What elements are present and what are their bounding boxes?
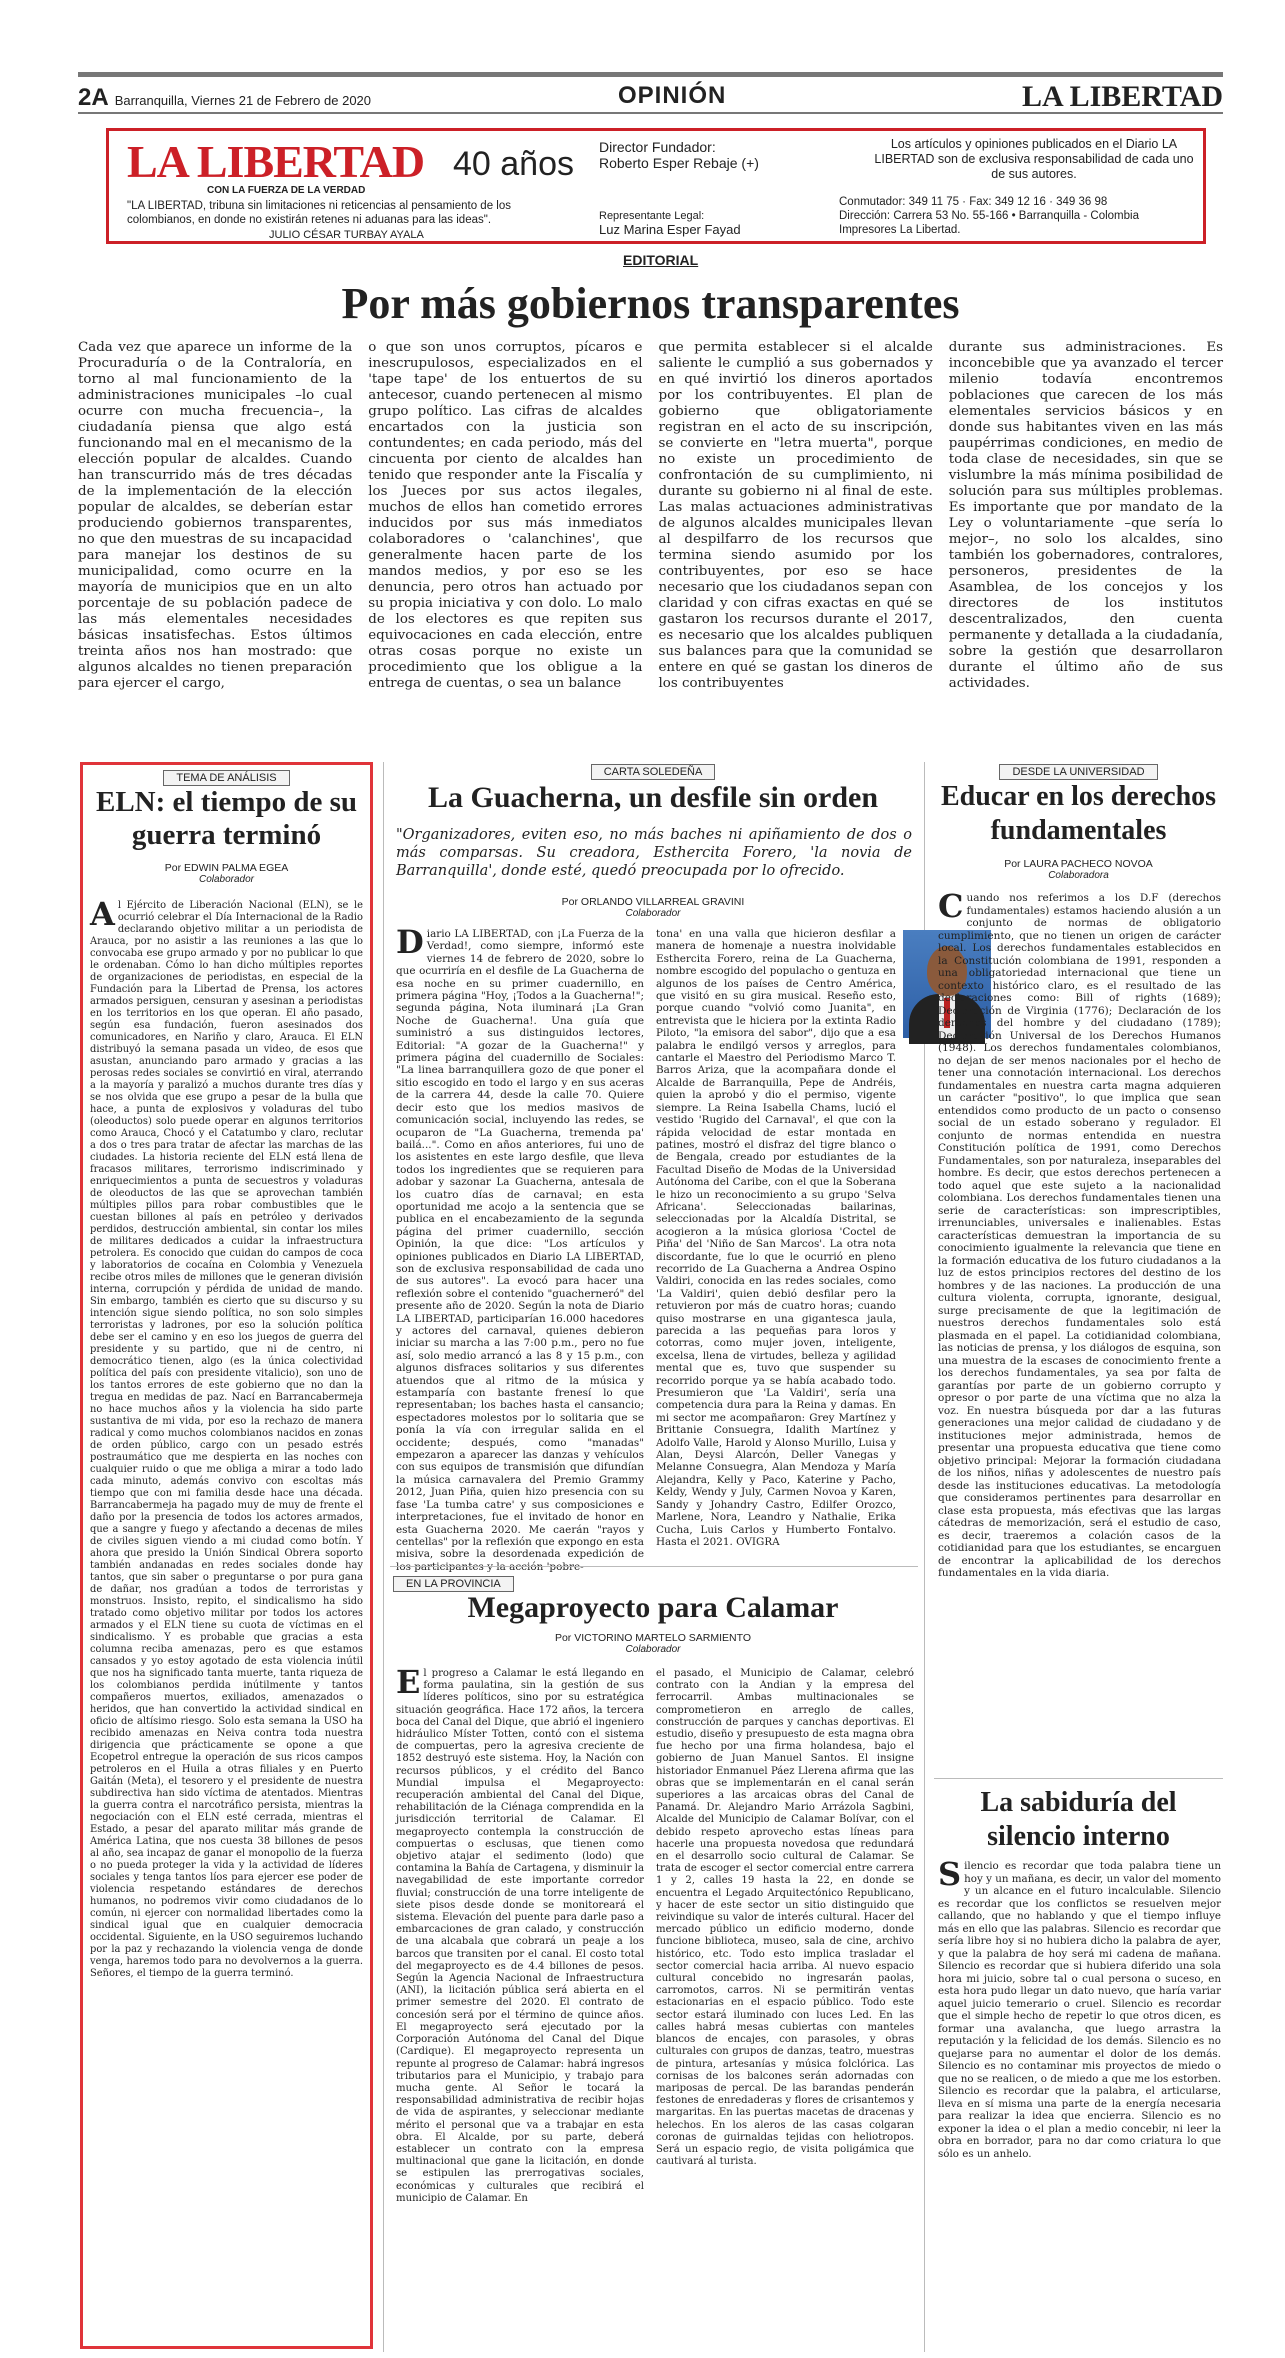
column-separator-left bbox=[383, 762, 384, 2352]
masthead-quote: "LA LIBERTAD, tribuna sin limitaciones ni reticencias al pensamiento de los colombianos, en donde no existirán retenes ni aduanas para las ideas". bbox=[127, 200, 511, 226]
derechos-tag: DESDE LA UNIVERSIDAD bbox=[999, 764, 1157, 780]
derechos-bottom-rule bbox=[934, 1778, 1223, 1779]
newspaper-page bbox=[78, 0, 1223, 2358]
silencio-dropcap: S bbox=[938, 1855, 962, 1893]
calamar-byline bbox=[393, 1632, 913, 1656]
calamar-author: Por VICTORINO MARTELO SARMIENTO bbox=[554, 1632, 752, 1644]
guacherna-bottom-rule bbox=[390, 1566, 918, 1567]
guacherna-title: La Guacherna, un desfile sin orden bbox=[427, 781, 879, 814]
eln-body bbox=[90, 895, 363, 2342]
legal-rep-block bbox=[599, 209, 829, 237]
dateline: Barranquilla, Viernes 21 de Febrero de 2020 bbox=[114, 93, 372, 108]
section-name: OPINIÓN bbox=[618, 82, 727, 109]
guacherna-role: Colaborador bbox=[625, 908, 681, 919]
brand-name: LA LIBERTAD bbox=[1022, 80, 1223, 113]
calamar-text-b: el pasado, el Municipio de Calamar, celebró contrato con la Andian y la empresa del ferrocarril. Ambas multinacionales se comprometieron en arreglo de calles, construcción de parques y canchas deportivas. El estudio, diseño y presupuesto de esta magna obra fue hecho por una firma holandesa, bajo el gobierno de Juan Manuel Santos. El insigne historiador Enmanuel Páez Llerena afirma que las obras que se implementarán en el canal serán superiores a las arcaicas obras del Canal de Panamá. Dr. Alejandro Mario Arrázola Sagbini, Alcalde del Municipio de Calamar Bolívar, con el debido respeto aprovecho estas líneas para hacerle una propuesta novedosa que redundará en el desarrollo socio cultural de Calamar. Se trata de escoger el sector comercial entre carrera 1 y 2, calles 19 hasta la 22, en donde se encuentra el Legado Arquitectónico Republicano, y hacer de este sector un sitio distinguido que reivindique su valor de interés cultural. Hacer del mercado público un edificio moderno, donde funcione biblioteca, museo, sala de cine, archivo histórico, etc. Todo esto implica trasladar el sector comercial hacia arriba. Al nuevo espacio cultural concebido no ingresarán paolas, carromotos, carros. Ni se permitirán ventas estacionarias en el espacio público. Todo este sector estará iluminado con luces Led. En las calles habrá mesas cubiertas con manteles blancos de encajes, con parasoles, y obras culturales con grupos de danzas, teatro, muestras de pintura, artesanías y música folclórica. Las cornisas de los balcones serán adornadas con mariposas de percal. De las barandas penderán festones de enredaderas y flores de crisantemos y margaritas. En las puertas macetas de dracenas y helechos. En los aleros de las casas colgaran coronas de guirnaldas tejidas con heliotropos. Será un espacio regio, de visita poligámica que cautivará al turista. bbox=[656, 1668, 914, 2168]
eln-tag-wrap bbox=[84, 766, 369, 786]
editorial-label: EDITORIAL bbox=[623, 252, 699, 268]
editorial-column-1: Cada vez que aparece un informe de la Procuraduría o de la Contraloría, en torno al mal funcionamiento de la administraciones municipales –lo cual ocurre con mucha frecuencia–, la ciudadanía piensa que algo está funcionando mal en el mecanismo de la elección popular de alcaldes. Cuando han transcurrido más de tres décadas de la implementación de la elección popular de alcaldes, se deberían estar produciendo gobiernos transparentes, no que den muestras de su incapacidad para manejar los destinos de su municipalidad, como ocurre en la mayoría de municipios que en un alto porcentaje de su población padece de las más elementales necesidades básicas insatisfechas. Estos últimos treinta años nos han mostrado: que algunos alcaldes no tienen preparación para ejercer el cargo, bbox=[78, 340, 353, 691]
editorial-title: Por más gobiernos transparentes bbox=[341, 279, 960, 328]
guacherna-tag: CARTA SOLEDEÑA bbox=[591, 764, 716, 780]
editorial-column-3: que permita establecer si el alcalde saliente le cumplió a sus gobernados y en qué invirtió los dineros aportados por los contribuyentes. El plan de gobierno que obligatoriamente registran en el acto de su inscripción, se convierte en "letra muerta", porque no existe un procedimiento de confrontación de su cumplimiento, ni durante su gobierno ni al final de este. Las malas actuaciones administrativas de algunos alcaldes municipales llevan al despilfarro de los recursos que termina siendo asumido por los contribuyentes, por eso se hace necesario que los ciudadanos sepan con claridad y con cifras exactas en qué se gastaron los recursos durante el 2017, es necesario que los alcaldes publiquen sus balances para que la comunidad se entere en qué se gastan los dineros de los contribuyentes bbox=[658, 340, 933, 691]
guacherna-body-col1 bbox=[396, 923, 644, 1573]
guacherna-text-a: iario LA LIBERTAD, con ¡La Fuerza de la Verdad!, como siempre, informó este viernes 14 de febrero de 2020, sobre lo que ocurriría en el desfile de La Guacherna de esa noche en su primer cuadernillo, en primera página "Hoy, ¡Todos a la Guacherna!"; segunda página, Nota iluminará ¡La Gran Noche de Guacherna!. Una guía que suministró a sus distinguidos lectores, Editorial: "A gozar de la Guacherna!" y primera página del cuadernillo de Sociales: "La linea barranquillera gozo de que poner el sitio escogido en todo el largo y en sus aceras de la carrera 44, desde la calle 70. Quiere decir esto que los medios masivos de comunicación social, incluyendo las redes, se ocuparon de "La Guacherna, tremenda pa' bailá...". Como en años anteriores, fui uno de los asistentes en este largo desfile, que lleva todos los ingredientes que se requieren para adobar y sazonar La Guacherna, antesala de los cuatro días de carnaval; en esta oportunidad me acojo a la sentencia que se publica en el encabezamiento de la segunda página del primer cuadernillo, sección Opinión, la que dice: "Los artículos y opiniones publicados en Diario LA LIBERTAD, son de exclusiva responsabilidad de cada uno de sus autores". La evocó para hacer una reflexión sobre el contenido "guacherneró" del presente año de 2020. Según la nota de Diario LA LIBERTAD, participarían 16.000 hacedores y actores del carnaval, quienes debieron iniciar su marcha a las 7:00 p.m., pero no fue así, solo medio arrancó a las 8 y 15 p.m., con algunos disfraces solitarios y sus diferentes atuendos que al ritmo de la música y estamparía con bastante frenesí lo que representaban; los baches hasta el cansancio; espectadores molestos por lo solitaria que se ponía la vía con irregular salida en el occidente; después, como "manadas" empezaron a aparecer las danzas y vehículos con sus equipos de transmisión que difundían la música carnavalera del Premio Grammy 2012, Juan Piña, quien hizo presencia con su fase 'La tumba catre' y sus composiciones e interpretaciones, fue el invitado de honor en esta Guacherna 2020. Me caerán "rayos y centellas" por la reflexión que expongo en esta misiva, sobre la desordenada expedición de los participantes y la acción 'pobre- bbox=[396, 928, 644, 1573]
guacherna-author: Por ORLANDO VILLARREAL GRAVINI bbox=[561, 896, 745, 908]
silencio-text: ilencio es recordar que toda palabra tiene un hoy y un mañana, es decir, un valor del momento y un alcance en el futuro incalculable. Silencio es recordar que los conflictos se resuelven mejor callando, que no hablando y que el tiempo influye más en ello que las palabras. Silencio es recordar que sería libre hoy si no hubiera dicho la palabra de ayer, y que la palabra de hoy será mi cadena de mañana. Silencio es recordar que si hubiera diferido una sola hora mi juicio, sobre tal o cual persona o suceso, en esta hora pudo llegar un dato nuevo, que haría variar aquel juicio temerario o cruel. Silencio es recordar que el simple hecho de repetir lo que otros dicen, es formar una avalancha, que luego arrastra la reputación y la felicidad de los demás. Silencio es no quejarse para no aumentar el dolor de los demás. Silencio es no contaminar mis proyectos de miedo o que no se realicen, o de miedo a que me los estorben. Silencio es recordar que la palabra, el articularse, lleva en sí misma una parte de la energía necesaria para realizar la idea que encierra. Silencio es no exponer la idea o el plan a medio concebir, ni leer la obra en borrador, para no dar como criatura lo que sólo es un anhelo. bbox=[938, 1860, 1221, 2160]
derechos-author: Por LAURA PACHECO NOVOA bbox=[1004, 858, 1153, 870]
calamar-tag: EN LA PROVINCIA bbox=[393, 1576, 514, 1592]
silencio-title: La sabiduría del silencio interno bbox=[980, 1787, 1177, 1852]
derechos-tag-wrap bbox=[934, 760, 1223, 780]
page-number: 2A bbox=[78, 84, 109, 111]
editorial-column-2: o que son unos corruptos, pícaros e inescrupulosos, especializados en el 'tape tape' de los entuertos de su antecesor, cuando pertenecen al mismo grupo político. Las cifras de alcaldes encartados con la justicia son contundentes; en cada periodo, más del cincuenta por ciento de alcaldes han tenido que responder ante la Fiscalía y los Jueces por sus actos ilegales, muchos de ellos han cometido errores inducidos por sus más inmediatos colaboradores o 'calanchines', que generalmente hacen parte de los mandos medios, y por eso se les denuncia, pero otros han actuado por su propia iniciativa y con dolo. Lo malo de los electores es que repiten sus equivocaciones en cada elección, entre otras cosas porque no existe un procedimiento que los obligue a la entrega de cuentas, o sea un balance bbox=[368, 340, 643, 691]
calamar-body-col2 bbox=[656, 1668, 914, 2348]
editorial-body bbox=[78, 340, 1223, 750]
masthead bbox=[106, 128, 1206, 244]
derechos-body bbox=[938, 887, 1221, 1772]
director-block bbox=[599, 139, 829, 171]
derechos-title: Educar en los derechos fundamentales bbox=[940, 781, 1217, 846]
eln-text: l Ejército de Liberación Nacional (ELN), se le ocurrió celebrar el Día Internacional de la Radio declarando objetivo militar a un periodista de Arauca, por no asistir a las reuniones a las que lo convocaba ese grupo armado y por no publicar lo que le ordenaban. Cómo lo han dicho múltiples reportes de organizaciones de periodistas, en especial de la Fundación para la Libertad de Prensa, los actores armados persiguen, censuran y asesinan a periodistas en los territorios en los que operan. El año pasado, según esa fundación, fueron asesinados dos comunicadores, en Nariño y claro, Arauca. El ELN distribuyó la semana pasada un video, de esos que asustan, anunciando paro armado y gracias a las perosas redes sociales se convirtió en viral, aterrando a la mayoría y paralizó a muchos durante tres días y se nos olvida que ese grupo a pesar de la bulla que hace, a punta de explosivos y voladuras del tubo (oleoductos) solo puede operar en algunos territorios como Arauca, Chocó y el Catatumbo y claro, reclutar a dos o tres para tratar de afectar las marchas de las ciudades. La historia reciente del ELN está llena de fracasos militares, terrorismo indiscriminado y enriquecimientos a punta de secuestros y voladuras de oleoductos de las que se aprovechan también múltiples pillos para robar combustibles que le cuestan billones al país en petróleo y derivados perdidos, destrucción ambiental, sin contar los miles de militares dedicados a cuidar la infraestructura petrolera. Es conocido que cuidan do campos de coca y laboratorios de cocaína en Colombia y Venezuela recibe otros miles de millones que le generan división interna, corrupción y pérdida de unidad de mando. Sin embargo, también es cierto que su discurso y su intención sigue siendo política, no son solo simples terroristas y ladrones, por eso la solución política debe ser el camino y en eso los juegos de guerra del presidente y su partido, que ni de centro, ni democrático tienen, algo (es la única colectividad política del país con presidente vitalicio), son uno de los tantos errores de este gobierno que no dan la tregua en medidas de paz. Nací en Barrancabermeja no hace muchos años y la violencia ha sido parte sustantiva de mi vida, por eso la rechazo de manera radical y como muchos colombianos nacidos en zonas de orden público, cargo con un pesado estrés postraumático que me despierta en las noches con cualquier ruido o que me obliga a mirar a todo lado cada minuto, además convivo con escoltas más tiempo que con mi familia desde hace una década. Barrancabermeja ha pagado muy de muy de frente el daño por la presencia de todos los actores armados, que a sangre y fuego y afectando a decenas de miles de civiles siguen viendo a mi ciudad como botín. Y ahora que presido la Unión Sindical Obrera soporto también andanadas en redes sociales donde hay tantos, que sin saber o preguntarse o por pura gana de dañar, nos gradúan a todos de terroristas y monstruos. Insisto, repito, el sindicalismo ha sido tratado como objetivo militar por todos los actores armados y el ELN tiene su cuota de víctimas en el sindicalismo. Y es probable que gracias a esta columna reciba amenazas, pero es que estamos cansados y yo estoy agotado de esta violencia inútil que nos ha significado tanta muerte, tanta riqueza de los colombianos perdida inútilmente y tantos compañeros muertos, exiliados, amenazados o heridos, que han convertido la actividad sindical en oficio de altísimo riesgo. Solo esta semana la USO ha recibido amenazas en Neiva contra toda nuestra dirigencia que prácticamente se opone a que Ecopetrol entregue la operación de sus ricos campos petroleros en el Huila a otras filiales y en Puerto Gaitán (Meta), el tesorero y el presidente de nuestra subdirectiva han sido víctima de atentados. Mientras la guerra contra el narcotráfico persista, mientras la negociación con el ELN esté cerrada, mientras el Estado, a pesar del aparato militar más grande de América Latina, que nos cuesta 38 billones de pesos al año, sea incapaz de ganar el monopolio de la fuerza o no pueda proteger la vida y la actividad de líderes sociales y tenga tantos líos para ejercer ese poder de violencia respetando estándares de derechos humanos, no podremos vivir como ciudadanos de lo común, ni ejercer con normalidad libertades como la sindical igual que en cualquier democracia occidental. Siguiente, en la USO seguiremos luchando por la paz y rechazando la violencia venga de donde venga, haremos todo para no devolvernos a la guerra. Señores, el tiempo de la guerra terminó. bbox=[90, 900, 363, 1979]
top-rule bbox=[78, 72, 1223, 77]
masthead-quote-author: JULIO CÉSAR TURBAY AYALA bbox=[269, 229, 424, 241]
eln-dropcap: A bbox=[90, 895, 115, 933]
guacherna-byline bbox=[393, 896, 913, 920]
disclaimer-note: Los artículos y opiniones publicados en el Diario LA LIBERTAD son de exclusiva responsabilidad de cada uno de sus autores. bbox=[874, 137, 1194, 181]
calamar-body-col1 bbox=[396, 1663, 644, 2348]
masthead-tagline: CON LA FUERZA DE LA VERDAD bbox=[207, 185, 366, 196]
derechos-role: Colaboradora bbox=[1048, 870, 1109, 881]
calamar-text-a: l progreso a Calamar le está llegando en forma paulatina, sin la gestión de sus líderes políticos, sino por su estratégica situación geográfica. Hace 172 años, la tercera boca del Canal del Dique, que abrió el ingeniero hidráulico Míster Totten, contó con el sistema de compuertas, pero la agresiva creciente de 1852 destruyó este sistema. Hoy, la Nación con recursos públicos, y el crédito del Banco Mundial impulsa el Megaproyecto: recuperación ambiental del Canal del Dique, rehabilitación de la Ciénaga comprendida en la jurisdicción territorial de Calamar. El megaproyecto contempla la construcción de compuertas o esclusas, que tienen como objetivo atajar el sedimento (lodo) que contamina la Bahía de Cartagena, y disminuir la navegabilidad de este importante corredor fluvial; construcción de una torre inteligente de siete pisos desde donde se monitoreará el sistema. Elevación del puente para darle paso a embarcaciones de gran calado, y construcción de una alcabala que cobrará un peaje a los barcos que transiten por el canal. El costo total del megaproyecto es de 4.4 billones de pesos. Según la Agencia Nacional de Infraestructura (ANI), la licitación pública será abierta en el primer semestre del 2020. El contrato de concesión será por el término de quince años. El megaproyecto será ejecutado por la Corporación Autónoma del Canal del Dique (Cardique). El megaproyecto representa un repunte al progreso de Calamar: habrá ingresos tributarios para el Municipio, y trabajo para mucha gente. Al Señor le tocará la responsabilidad administrativa de recibir hojas de vida de aspirantes, y seleccionar mediante mérito el personal que va a trabajar en esta obra. El Alcalde, por su parte, deberá establecer un contrato con la empresa multinacional que gane la licitación, en donde se estipulen las prerrogativas sociales, económicas y culturales que recibirá el municipio de Calamar. En bbox=[396, 1668, 644, 2204]
guacherna-body-col2 bbox=[656, 928, 896, 1558]
director-name: Roberto Esper Rebaje (+) bbox=[599, 155, 759, 171]
calamar-tag-wrap bbox=[393, 1572, 593, 1592]
printer-line: Impresores La Libertad. bbox=[839, 224, 961, 236]
guacherna-tag-wrap bbox=[393, 760, 913, 780]
calamar-title: Megaproyecto para Calamar bbox=[467, 1591, 839, 1624]
derechos-text: uando nos referimos a los D.F (derechos fundamentales) estamos haciendo alusión a un conjunto de normas de obligatorio cumplimiento, que no tienen un origen de carácter local. Los derechos fundamentales establecidos en la Constitución colombiana de 1991, responden a una obligatoriedad internacional que tiene un contexto histórico claro, es el resultado de las declaraciones como: Bill of rights (1689); Declaración de Virginia (1776); Declaración de los derechos del hombre y del ciudadano (1789); Declaración Universal de los Derechos Humanos (1948). Los derechos fundamentales colombianos, no dejan de ser menos nacionales por el hecho de tener una connotación internacional. Los derechos fundamentales en nuestra carta magna adquieren un carácter "positivo", lo que implica que sean entendidos como producto de un pacto o consenso social de un estado soberano y regulador. El conjunto de normas entendida en nuestra Constitución política de 1991, como Derechos Fundamentales, son por naturaleza, inseparables del hombre. Es decir, que estos derechos pertenecen a todo aquel que este sujeto a la nacionalidad colombiana. Los derechos fundamentales tienen una serie de características: son imprescriptibles, irrenunciables, universales e inalienables. Estas características demuestran la importancia de su conocimiento igualmente la relevancia que tiene en la formación educativa de los futuro ciudadanos a la luz de estos principios rectores del destino de los hombres y de las naciones. La producción de una cultura violenta, corrupta, ignorante, desigual, surge precisamente de que la legitimación de nuestros derechos fundamentales solo está plasmada en el papel. La cotidianidad colombiana, las noticias de prensa, y los diálogos de esquina, son una muestra de la escases de conocimiento frente a los derechos fundamentales, ya sea por falta de garantías por parte de un gobierno corrupto y opresor o por parte de una víctima que no alza la voz. En nuestra búsqueda por dar a las futuras generaciones una mejor calidad de ciudadano y de instituciones mejor administrada, hemos de presentar una propuesta educativa que tiene como objetivo principal: Mejorar la formación ciudadana de los niños, niñas y adolescentes de nuestro país desde las instituciones educativas. La metodología que consideramos pertinentes para desarrollar en clase esta propuesta, más efectivas que las largas cátedras de memorización, será el estudio de caso, es decir, traeremos a colación casos de la cotidianidad para que los estudiantes, se encarguen de encontrar la aplicabilidad de los derechos fundamentales en la vida diaria. bbox=[938, 892, 1221, 1579]
eln-tag: TEMA DE ANÁLISIS bbox=[163, 770, 289, 786]
derechos-byline bbox=[934, 858, 1223, 882]
calamar-dropcap: E bbox=[396, 1663, 421, 1701]
eln-byline bbox=[86, 862, 367, 886]
address-line: Dirección: Carrera 53 No. 55-166 • Barranquilla - Colombia bbox=[839, 210, 1139, 222]
page-folio bbox=[78, 84, 371, 112]
contact-block bbox=[839, 195, 1199, 237]
eln-role: Colaborador bbox=[198, 874, 255, 885]
masthead-logo: LA LIBERTAD bbox=[127, 136, 425, 187]
legal-rep-label: Representante Legal: bbox=[599, 210, 705, 222]
editorial-column-4: durante sus administraciones. Es inconcebible que ya avanzado el tercer milenio todavía encontremos poblaciones que carecen de los más elementales servicios básicos y en donde sus habitantes viven en las más paupérrimas condiciones, en medio de toda clase de necesidades, sin que se vislumbre la más mínima posibilidad de solución para sus múltiples problemas. Es importante que por mandato de la Ley o voluntariamente –que sería lo mejor–, no solo los alcaldes, sino también los gobernadores, contralores, personeros, presidentes de la Asamblea, de los concejos y los directores de los institutos descentralizados, den cuenta permanente y detallada a la ciudadanía, sobre la gestión que desarrollaron durante el último año de sus actividades. bbox=[948, 340, 1223, 691]
phone-line: Conmutador: 349 11 75 · Fax: 349 12 16 · 349 36 98 bbox=[839, 196, 1108, 208]
legal-rep-name: Luz Marina Esper Fayad bbox=[599, 222, 741, 237]
eln-title: ELN: el tiempo de su guerra terminó bbox=[96, 786, 357, 851]
derechos-dropcap: C bbox=[938, 887, 964, 925]
guacherna-dropcap: D bbox=[396, 923, 424, 961]
anniversary-label: 40 años bbox=[453, 145, 574, 183]
calamar-role: Colaborador bbox=[625, 1644, 681, 1655]
silencio-body bbox=[938, 1855, 1221, 2348]
guacherna-text-b: tona' en una valla que hicieron desfilar a manera de homenaje a nuestra inolvidable Esthercita Forero, reina de La Guacherna, nombre escogido del populacho o gentuza en algunos de los países de Centro América, que visitó en su gira musical. Reseño esto, porque cuando "volvió como Juanita", en entrevista que le hiciera por la extinta Radio Piloto, "la emisora del sabor", dijo que a esa palabra le endilgó versos y arreglos, para cantarle el Maestro del Periodismo Marco T. Barros Ariza, que la acompañara donde el Alcalde de Barranquilla, Pepe de Andréis, quien la aprobó y dio el permiso, vigente siempre. La Reina Isabella Chams, lució el vestido 'Rugido del Carnaval', el que con la rápida velocidad de estar montada en patines, mostró el disfraz del tigre blanco o de Bengala, creado por estudiantes de la Facultad Diseño de Modas de la Universidad Autónoma del Caribe, con el que la Soberana le hizo un reconocimiento a su grupo 'Selva Africana'. Seleccionadas bailarinas, seleccionadas por la Alcaldía Distrital, se acogieron a la música gloriosa 'Coctel de Piña' del 'Niño de San Marcos'. La otra nota discordante, fue lo que le ocurrió en pleno recorrido de La Guacherna a Andrea Ospino Valdiri, conocida en las redes sociales, como 'La Valdiri', quien debió desfilar pero la retuvieron por más de cuatro horas; cuando quiso mostrarse en una gigantesca jaula, parecida a las pequeñas para loros y cotorras, como mujer joven, inteligente, excelsa, llena de virtudes, belleza y agilidad mental que es, tuvo que suspender su recorrido porque ya se había acabado todo. Presumieron que 'La Valdiri', sería una competencia dura para la Reina y damas. En mi sector me acompañaron: Grey Martínez y Brittanie Consuegra, Idalith Martínez y Adolfo Valle, Harold y Alonso Murillo, Luisa y Alan, Deysi Alarcón, Deller Vanegas y Melanne Consuegra, Alan Mendoza y María Alejandra, Kelly y Paco, Katerine y Pacho, Keldy, Wendy y July, Carmen Novoa y Karen, Sandy y Johandry Castro, Edilfer Orozco, Marlene, Nora, Leandro y Nathalie, Erika Cucha, Luis Carlos y Humberto Fontalvo. Hasta el 2021. OVIGRA bbox=[656, 928, 896, 1548]
eln-author: Por EDWIN PALMA EGEA bbox=[164, 862, 289, 874]
director-label: Director Fundador: bbox=[599, 139, 716, 155]
guacherna-lead: "Organizadores, eviten eso, no más baches ni apiñamiento de dos o más comparsas. Su creadora, Esthercita Forero, 'la novia de Barranquilla', donde esté, quedó preocupada por lo ofrecido. bbox=[396, 827, 912, 879]
header-rule bbox=[78, 112, 1223, 114]
